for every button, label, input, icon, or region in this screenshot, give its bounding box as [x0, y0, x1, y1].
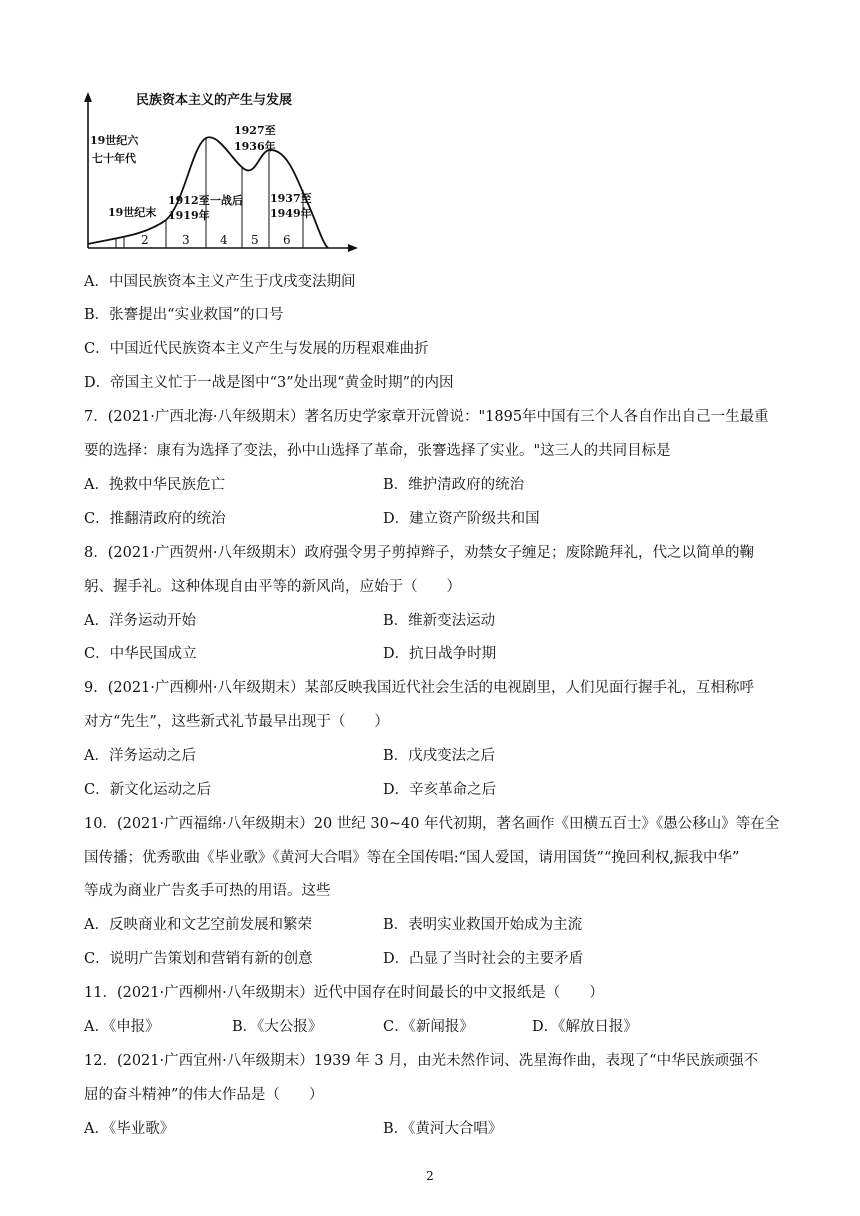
q9-option-b: B．戊戌变法之后: [383, 748, 496, 764]
q10-option-d: D．凸显了当时社会的主要矛盾: [383, 951, 584, 967]
q7-stem-line1: 7．(2021·广西北海·八年级期末）著名历史学家章开沅曾说："1895年中国有三个人各自作出自己一生最重: [84, 409, 769, 425]
q10-option-b: B．表明实业救国开始成为主流: [383, 917, 583, 933]
label-1937-line1: 1937至: [270, 192, 312, 205]
q11-option-c: C．《新闻报》: [383, 1019, 474, 1035]
segment-2: 2: [141, 233, 149, 247]
q6-option-b: B．张謇提出“实业救国”的口号: [84, 307, 284, 323]
segment-3: 3: [182, 233, 190, 247]
segment-5: 5: [251, 233, 259, 247]
page-number: 2: [426, 1169, 434, 1183]
q12-option-a: A．《毕业歌》: [84, 1121, 175, 1137]
segment-4: 4: [220, 233, 228, 247]
q10-option-c: C．说明广告策划和营销有新的创意: [84, 951, 313, 967]
label-1912-line1: 1912至: [168, 194, 210, 207]
q9-option-c: C．新文化运动之后: [84, 782, 212, 798]
q12-option-b: B．《黄河大合唱》: [383, 1121, 503, 1137]
q9-option-a: A．洋务运动之后: [84, 748, 196, 764]
q8-option-a: A．洋务运动开始: [84, 613, 196, 629]
q6-option-c: C．中国近代民族资本主义产生与发展的历程艰难曲折: [84, 341, 429, 357]
q10-stem-line1: 10．(2021·广西福绵·八年级期末）20 世纪 30~40 年代初期，著名画作《田横五百士》《愚公移山》等在全: [84, 816, 780, 832]
q11-option-b: B．《大公报》: [232, 1019, 323, 1035]
q6-option-a: A．中国民族资本主义产生于戊戌变法期间: [84, 274, 356, 290]
label-1860s-line1: 19世纪六: [90, 134, 139, 147]
q7-option-c: C．推翻清政府的统治: [84, 511, 226, 527]
q8-option-b: B．维新变法运动: [383, 613, 496, 629]
q9-stem-line2: 对方“先生”，这些新式礼节最早出现于（ ）: [84, 714, 389, 730]
label-1927-line1: 1927至: [234, 124, 276, 137]
q10-stem-line3: 等成为商业广告炙手可热的用语。这些: [84, 883, 331, 899]
label-postwar: 一战后: [210, 194, 243, 207]
q9-stem-line1: 9．(2021·广西柳州·八年级期末）某部反映我国近代社会生活的电视剧里，人们见面行握手礼，互相称呼: [84, 680, 754, 696]
q7-option-b: B．维护清政府的统治: [383, 477, 525, 493]
q12-stem-line1: 12．(2021·广西宜州·八年级期末）1939 年 3 月，由光未然作词、冼星海作曲，表现了“中华民族顽强不: [84, 1053, 759, 1069]
q7-option-a: A．挽救中华民族危亡: [84, 477, 225, 493]
q7-stem-line2: 要的选择：康有为选择了变法，孙中山选择了革命，张謇选择了实业。"这三人的共同目标是: [84, 443, 671, 459]
history-figure: [84, 86, 360, 254]
q6-option-d: D．帝国主义忙于一战是图中“3”处出现“黄金时期”的内因: [84, 375, 454, 391]
label-late-19c: 19世纪末: [108, 206, 157, 219]
q7-option-d: D．建立资产阶级共和国: [383, 511, 540, 527]
capitalism-development-graph: [84, 86, 360, 254]
q8-option-d: D．抗日战争时期: [383, 646, 497, 662]
q8-option-c: C．中华民国成立: [84, 646, 197, 662]
y-axis-arrow: [84, 92, 92, 102]
q11-option-d: D．《解放日报》: [532, 1019, 638, 1035]
q8-stem-line2: 躬、握手礼。这种体现自由平等的新风尚，应始于（ ）: [84, 579, 461, 595]
q10-option-a: A．反映商业和文艺空前发展和繁荣: [84, 917, 312, 933]
segment-6: 6: [283, 233, 291, 247]
q9-option-d: D．辛亥革命之后: [383, 782, 497, 798]
q11-option-a: A．《申报》: [84, 1019, 160, 1035]
label-1860s-line2: 七十年代: [92, 152, 136, 165]
q10-stem-line2: 国传播；优秀歌曲《毕业歌》《黄河大合唱》等在全国传唱:“国人爱国，请用国货”“挽回利权,振我中华”: [84, 850, 740, 866]
x-axis-arrow: [348, 244, 358, 252]
q12-stem-line2: 屈的奋斗精神”的伟大作品是（ ）: [84, 1087, 324, 1103]
q11-stem-line1: 11．(2021·广西柳州·八年级期末）近代中国存在时间最长的中文报纸是（ ）: [84, 985, 604, 1001]
q8-stem-line1: 8．(2021·广西贺州·八年级期末）政府强令男子剪掉辫子，劝禁女子缠足；废除跪拜礼，代之以简单的鞠: [84, 545, 754, 561]
label-1912-line2: 1919年: [168, 209, 210, 222]
figure-title: 民族资本主义的产生与发展: [136, 93, 293, 108]
label-1927-line2: 1936年: [234, 140, 276, 153]
label-1937-line2: 1949年: [270, 207, 312, 220]
